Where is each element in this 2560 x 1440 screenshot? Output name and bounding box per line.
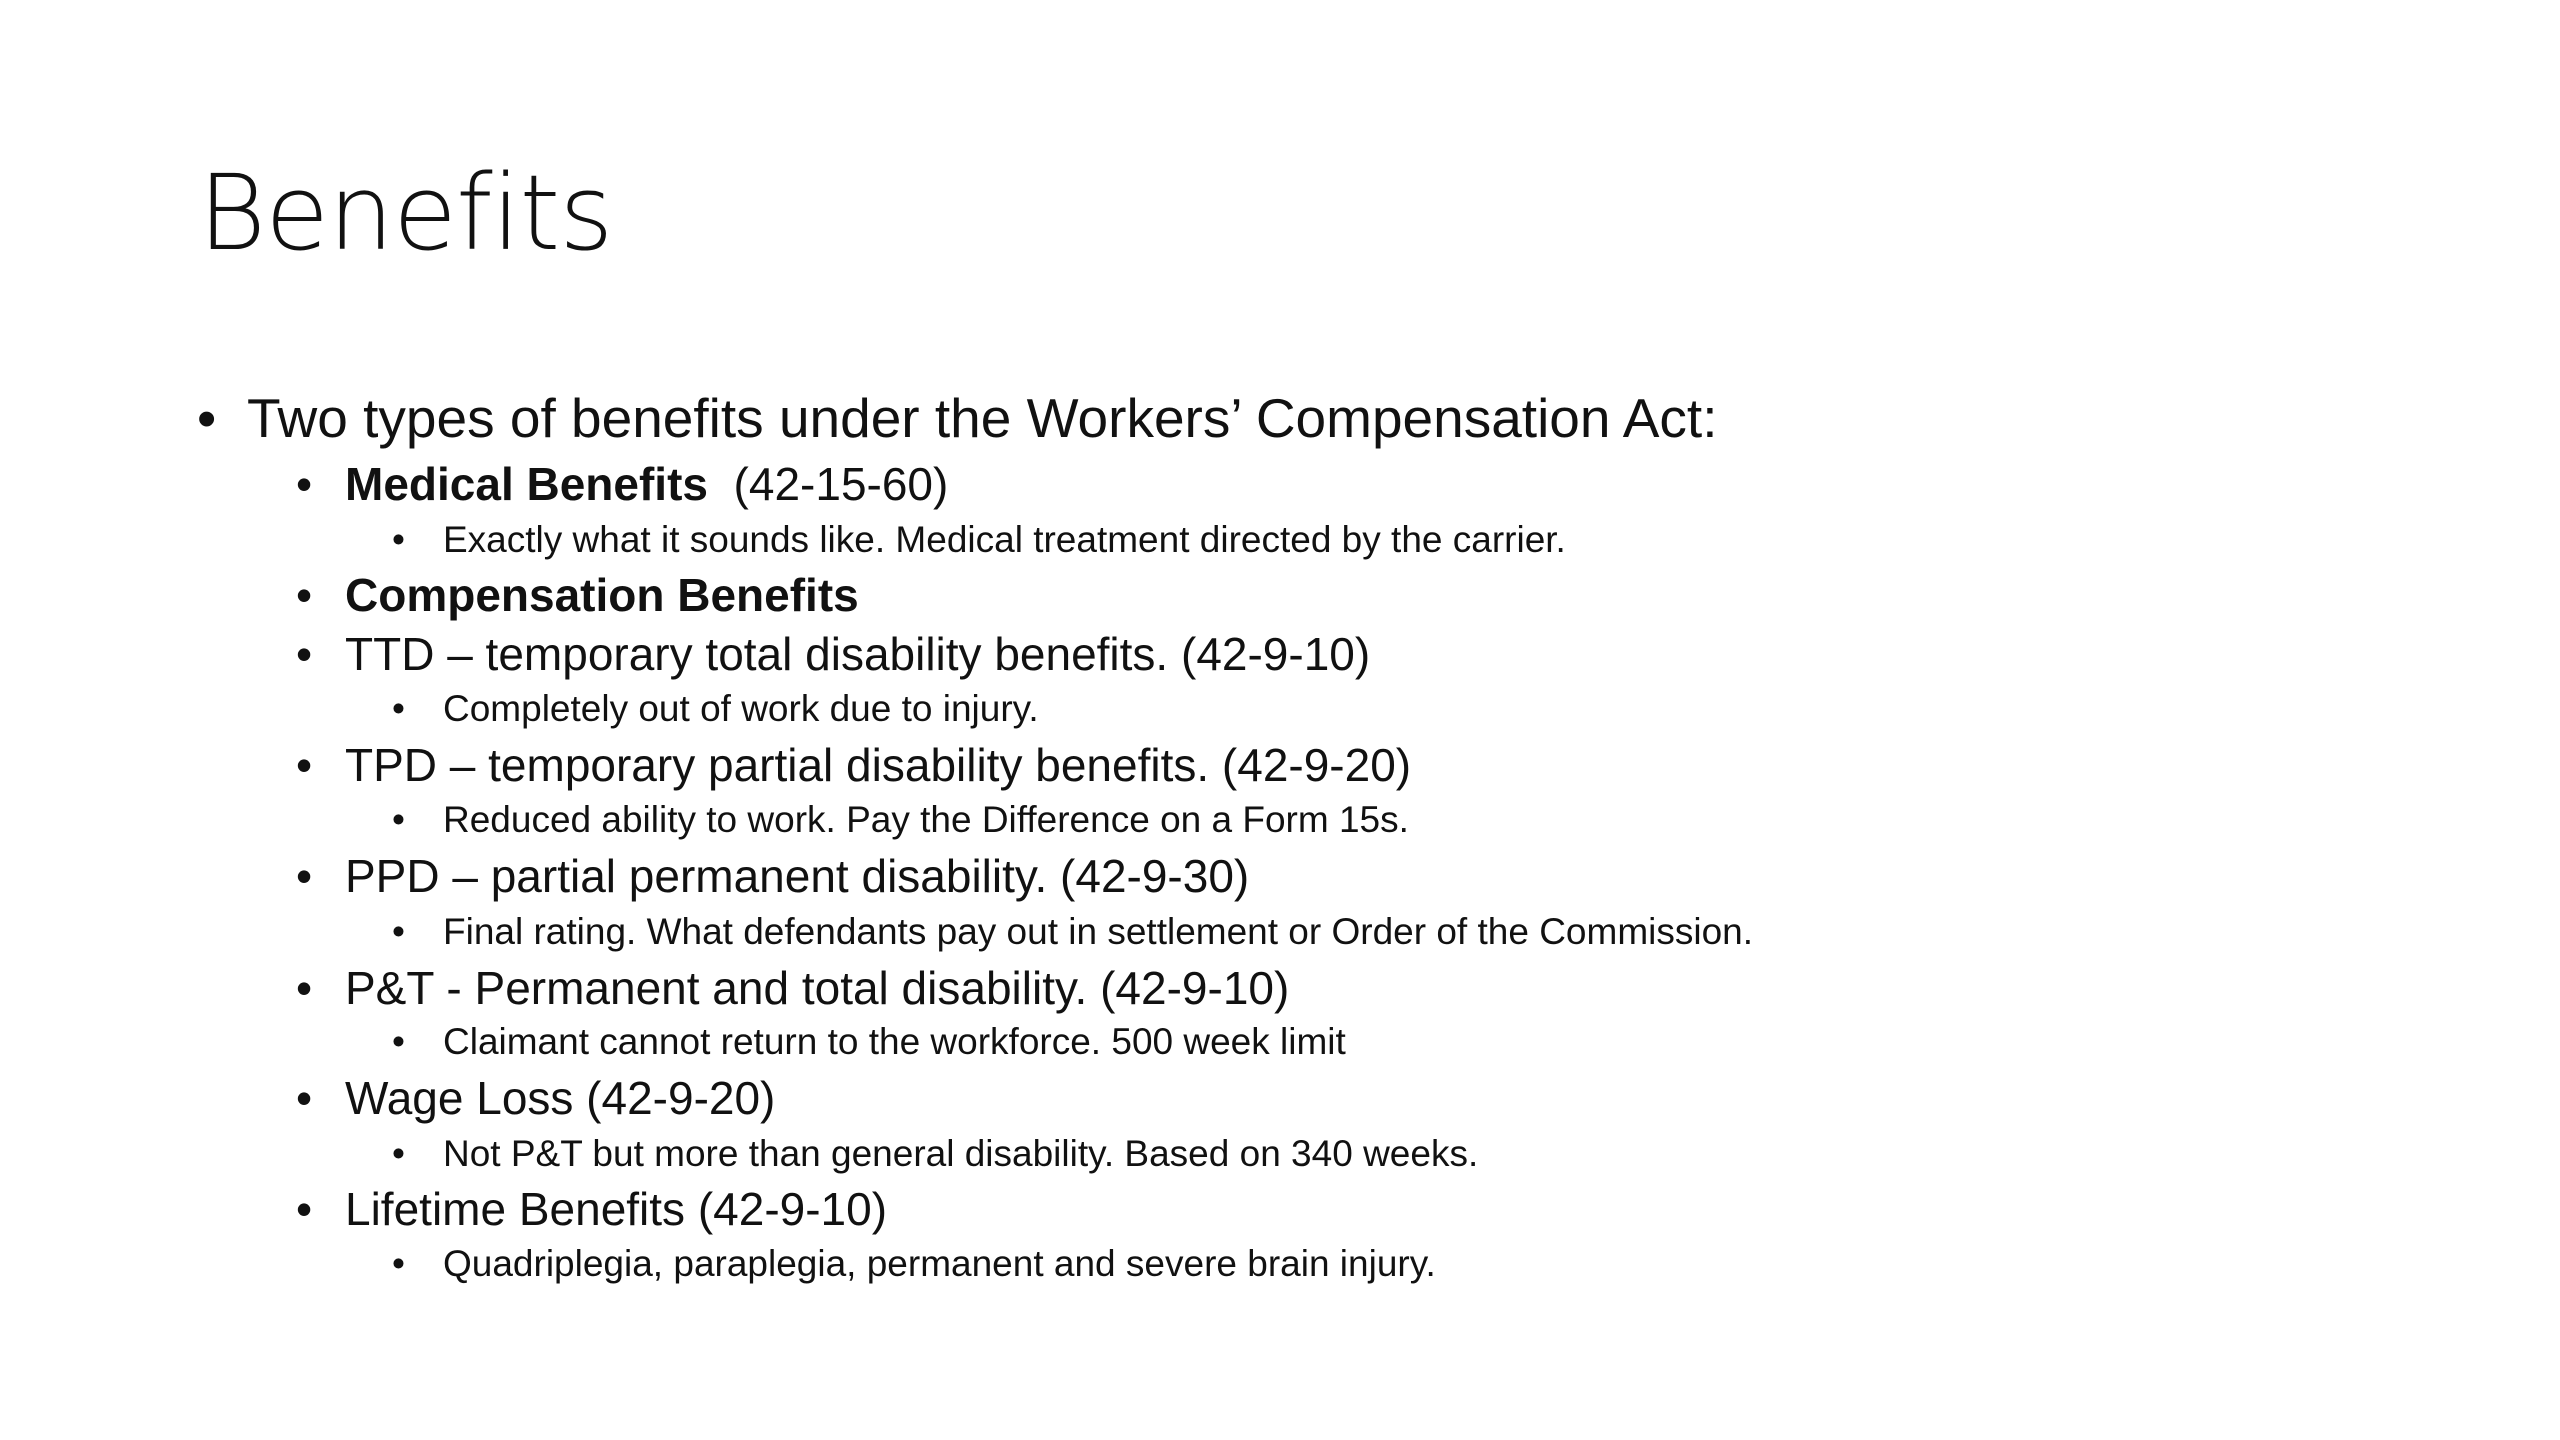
bullet-icon: • bbox=[392, 799, 405, 840]
bullet-item-level-2 bbox=[345, 1070, 775, 1126]
slide-title: Benefits bbox=[198, 152, 613, 274]
bullet-text: Claimant cannot return to the workforce. 500 week limit bbox=[443, 1021, 1346, 1062]
bullet-text: Two types of benefits under the Workers’ Compensation Act: bbox=[247, 387, 1718, 449]
bullet-icon: • bbox=[296, 628, 313, 680]
bullet-icon: • bbox=[392, 688, 405, 729]
bullet-text: Final rating. What defendants pay out in settlement or Order of the Commission. bbox=[443, 911, 1754, 952]
bullet-item-level-2 bbox=[345, 960, 1289, 1016]
bullet-icon: • bbox=[392, 1021, 405, 1062]
bullet-item-level-3 bbox=[443, 1241, 1436, 1287]
bullet-icon: • bbox=[296, 850, 313, 902]
bullet-item-level-2 bbox=[345, 848, 1249, 904]
bullet-icon: • bbox=[392, 911, 405, 952]
bullet-item-level-2 bbox=[345, 456, 948, 512]
bullet-item-level-1 bbox=[247, 385, 1717, 451]
bullet-item-level-3 bbox=[443, 1019, 1346, 1065]
bullet-icon: • bbox=[296, 1183, 313, 1235]
bullet-item-level-3 bbox=[443, 909, 1753, 955]
bullet-text: Completely out of work due to injury. bbox=[443, 688, 1039, 729]
bullet-icon: • bbox=[296, 739, 313, 791]
bullet-text: P&T - Permanent and total disability. (42-9-10) bbox=[345, 962, 1290, 1014]
bullet-bold-text: Compensation Benefits bbox=[345, 569, 859, 621]
bullet-text: Reduced ability to work. Pay the Difference on a Form 15s. bbox=[443, 799, 1409, 840]
bullet-text: PPD – partial permanent disability. (42-9-30) bbox=[345, 850, 1250, 902]
bullet-bold-text: Medical Benefits bbox=[345, 458, 708, 510]
bullet-icon: • bbox=[296, 962, 313, 1014]
bullet-icon: • bbox=[296, 1072, 313, 1124]
bullet-text: Exactly what it sounds like. Medical treatment directed by the carrier. bbox=[443, 519, 1566, 560]
bullet-text: Not P&T but more than general disability. Based on 340 weeks. bbox=[443, 1133, 1479, 1174]
bullet-icon: • bbox=[392, 519, 405, 560]
bullet-text: Wage Loss (42-9-20) bbox=[345, 1072, 776, 1124]
bullet-text: (42-15-60) bbox=[708, 458, 949, 510]
bullet-item-level-2 bbox=[345, 626, 1370, 682]
bullet-item-level-2 bbox=[345, 737, 1411, 793]
bullet-icon: • bbox=[197, 387, 217, 449]
bullet-icon: • bbox=[296, 458, 313, 510]
bullet-icon: • bbox=[392, 1133, 405, 1174]
bullet-item-level-3 bbox=[443, 797, 1409, 843]
bullet-item-level-3 bbox=[443, 517, 1566, 563]
bullet-icon: • bbox=[392, 1243, 405, 1284]
bullet-text: Quadriplegia, paraplegia, permanent and severe brain injury. bbox=[443, 1243, 1436, 1284]
bullet-item-level-2 bbox=[345, 567, 859, 623]
bullet-item-level-3 bbox=[443, 1131, 1478, 1177]
bullet-item-level-2 bbox=[345, 1181, 887, 1237]
bullet-text: TPD – temporary partial disability benefits. (42-9-20) bbox=[345, 739, 1412, 791]
bullet-text: TTD – temporary total disability benefits. (42-9-10) bbox=[345, 628, 1371, 680]
bullet-text: Lifetime Benefits (42-9-10) bbox=[345, 1183, 888, 1235]
bullet-icon: • bbox=[296, 569, 313, 621]
bullet-item-level-3 bbox=[443, 686, 1039, 732]
